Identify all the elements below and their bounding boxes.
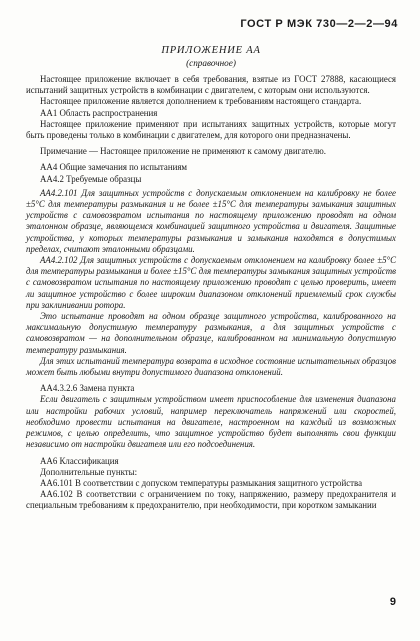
standard-header: ГОСТ Р МЭК 730—2—2—94	[240, 18, 398, 30]
aa6-sub: Дополнительные пункты:	[40, 466, 138, 477]
aa4-2-101-text: АА4.2.101 Для защитных устройств с допускаемым отклонением на калибровку не более ±5°С для температуры размыкания и не более ±15°С для температуры замыкания защитных устройств с самовозвратом испытания по настоящему приложению проводят на одном эталонном образце, являющемся комбинацией защитного устройства и двигателя. Защитные устройства, у которых температуры размыкания и замыкания находятся в допустимых пределах, считают эталонными образцами.	[26, 187, 396, 254]
aa6-102-text: АА6.102 В соответствии с ограничением по току, напряжению, размеру предохранителя и специальным требованиям к предохранителю, при необходимости, при коротком замыкании	[26, 489, 396, 511]
aa6-heading: АА6 Классификация	[40, 455, 119, 466]
aa1-note: Примечание — Настоящее приложение не применяют к самому двигателю.	[40, 146, 327, 157]
appendix-title: ПРИЛОЖЕНИЕ АА	[161, 45, 261, 56]
aa4-3-heading: АА4.3.2.6 Замена пункта	[40, 383, 135, 394]
intro-paragraph-2: Настоящее приложение является дополнением к требованиям настоящего стандарта.	[40, 96, 362, 107]
intro-paragraph-1: Настоящее приложение включает в себя требования, взятые из ГОСТ 27888, касающиеся испытаний защитных устройств в комбинации с двигателем, с которым они используются.	[26, 74, 396, 96]
aa4-3-text: Если двигатель с защитным устройством имеет приспособление для изменения диапазона или настройки рабочих условий, например переключатель напряжений или скоростей, необходимо провести испытания на двигателе, настроенном на каждый из возможных режимов, с целью определить, что защитное устройство будет выполнять свои функции независимо от настройки двигателя или его подсоединения.	[26, 394, 396, 450]
page-body	[26, 44, 396, 512]
aa4-heading: АА4 Общие замечания по испытаниям	[40, 162, 188, 173]
aa4-2-102-text-3: Для этих испытаний температура возврата в исходное состояние испытательных образцов может быть любыми внутри допустимого диапазона отклонений.	[26, 355, 396, 378]
aa4-2-102-text-2: Это испытание проводят на одном образце защитного устройства, калиброванного на максимальную допустимую температуру размыкания, а для защитных устройств с самовозвратом — на дополнительном образце, калиброванном на минимальную допустимую температуру размыкания.	[26, 311, 396, 355]
page-number: 9	[389, 596, 396, 608]
appendix-subtitle: (справочное)	[186, 58, 236, 68]
aa6-101-text: АА6.101 В соответствии с допуском температуры размыкания защитного устройства	[40, 477, 363, 488]
aa4-2-heading: АА4.2 Требуемые образцы	[40, 173, 142, 184]
aa4-2-102-text: АА4.2.102 Для защитных устройств с допускаемым отклонением на калибровку более ±5°С для температуры размыкания и более ±15°С для температуры замыкания защитных устройств с самовозвратом испытания по настоящему приложению проводят с целью проверить, имеет ли защитное устройство с более широким диапазоном отклонений приемлемый срок службы при заклинивании ротора.	[26, 255, 396, 310]
aa1-heading: АА1 Область распространения	[40, 107, 158, 118]
aa1-text: Настоящее приложение применяют при испытаниях защитных устройств, которые могут быть проведены только в комбинации с двигателем, для которого они предназначены.	[26, 118, 396, 141]
